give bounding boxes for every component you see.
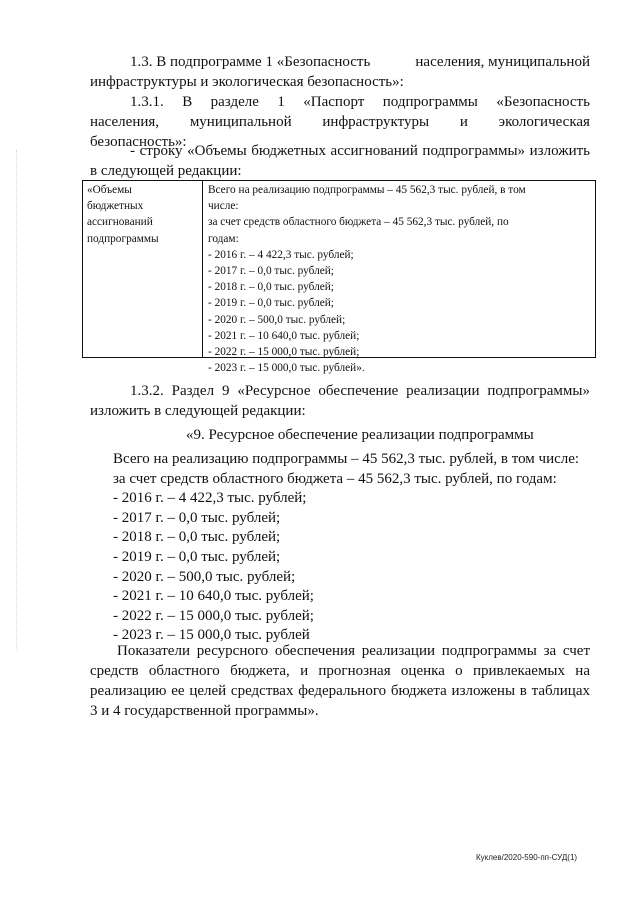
section-1-3-paragraph bbox=[90, 52, 590, 92]
table-year-row: - 2017 г. – 0,0 тыс. рублей; bbox=[208, 265, 334, 278]
scan-margin-left bbox=[16, 150, 21, 650]
section-9-year-row: - 2017 г. – 0,0 тыс. рублей; bbox=[113, 509, 281, 526]
closing-line4: 3 и 4 государственной программы». bbox=[90, 703, 319, 719]
section-1-3-line1-right: населения, муниципальной bbox=[415, 54, 590, 70]
table-value-cell: Всего на реализацию подпрограммы – 45 562,3 тыс. рублей, в том числе: за счет средств областного бюджета – 45 562,3 тыс. рублей, по годам: - 2016 г. – 4 422,3 тыс. рублей; - 2017 г. – 0,0 тыс. рублей; - 2018 г. – 0,0 тыс. рублей; - 2019 г. – 0,0 тыс. рублей; - 2020 г. – 500,0 тыс. рублей; - 2021 г. – 10 640,0 тыс. рублей; - 2022 г. – 15 000,0 тыс. рублей; - 2023 г. – 15 000,0 тыс. рублей». bbox=[203, 181, 595, 357]
instruction-line2: в следующей редакции: bbox=[90, 163, 242, 179]
table-year-row: - 2019 г. – 0,0 тыс. рублей; bbox=[208, 297, 334, 310]
section-1-3-line1-left: 1.3. В подпрограмме 1 «Безопасность bbox=[130, 54, 371, 70]
closing-line2: средств областного бюджета, и прогнозная оценка о привлекаемых на bbox=[90, 663, 590, 679]
table-year-row: - 2023 г. – 15 000,0 тыс. рублей». bbox=[208, 362, 365, 375]
table-year-row: - 2020 г. – 500,0 тыс. рублей; bbox=[208, 313, 346, 326]
section-1-3-1-line1: 1.3.1. В разделе 1 «Паспорт подпрограммы «Безопасность bbox=[130, 94, 590, 110]
section-1-3-line2: инфраструктуры и экологическая безопасность»: bbox=[90, 74, 404, 90]
closing-line1: Показатели ресурсного обеспечения реализации подпрограммы за счет bbox=[117, 643, 590, 659]
section-1-3-1-line2: населения, муниципальной инфраструктуры и экологическая bbox=[90, 114, 590, 130]
table-year-row: - 2016 г. – 4 422,3 тыс. рублей; bbox=[208, 248, 354, 261]
section-9-year-row: - 2016 г. – 4 422,3 тыс. рублей; bbox=[113, 490, 307, 507]
table-total-line: Всего на реализацию подпрограммы – 45 562,3 тыс. рублей, в том bbox=[208, 184, 526, 196]
closing-line3: реализацию ее целей средствах федерального бюджета изложены в таблицах bbox=[90, 683, 590, 699]
section-1-3-2-line1: 1.3.2. Раздел 9 «Ресурсное обеспечение реализации подпрограммы» bbox=[130, 383, 590, 399]
section-9-year-row: - 2021 г. – 10 640,0 тыс. рублей; bbox=[113, 588, 314, 605]
section-9-year-row: - 2018 г. – 0,0 тыс. рублей; bbox=[113, 529, 281, 546]
section-9-detail bbox=[113, 450, 593, 646]
section-9-year-row: - 2019 г. – 0,0 тыс. рублей; bbox=[113, 548, 281, 565]
table-year-row: - 2021 г. – 10 640,0 тыс. рублей; bbox=[208, 329, 360, 342]
section-9-total: Всего на реализацию подпрограммы – 45 562,3 тыс. рублей, в том числе: bbox=[113, 451, 580, 467]
section-9-year-row: - 2022 г. – 15 000,0 тыс. рублей; bbox=[113, 607, 314, 624]
section-9-year-row: - 2023 г. – 15 000,0 тыс. рублей bbox=[113, 627, 310, 644]
document-code: Куклев/2020-590-пп-СУД(1) bbox=[476, 853, 578, 862]
instruction-paragraph bbox=[90, 141, 590, 181]
section-9-heading: «9. Ресурсное обеспечение реализации подпрограммы bbox=[186, 427, 534, 443]
section-9-regional: за счет средств областного бюджета – 45 562,3 тыс. рублей, по годам: bbox=[113, 470, 557, 487]
table-label-cell: «Объемы бюджетных ассигнований подпрограммы bbox=[83, 181, 203, 357]
table-regional-line: за счет средств областного бюджета – 45 562,3 тыс. рублей, по bbox=[208, 216, 509, 229]
section-1-3-2-paragraph bbox=[90, 381, 590, 421]
passport-budget-table bbox=[82, 180, 596, 375]
section-1-3-2-line2: изложить в следующей редакции: bbox=[90, 403, 306, 419]
instruction-line1: - строку «Объемы бюджетных ассигнований подпрограммы» изложить bbox=[130, 143, 590, 159]
section-9-year-row: - 2020 г. – 500,0 тыс. рублей; bbox=[113, 568, 296, 585]
closing-paragraph bbox=[90, 641, 590, 721]
table-year-row: - 2018 г. – 0,0 тыс. рублей; bbox=[208, 281, 334, 294]
section-1-3-1-line3: безопасность»: bbox=[90, 134, 187, 150]
table-year-row: - 2022 г. – 15 000,0 тыс. рублей; bbox=[208, 346, 360, 359]
